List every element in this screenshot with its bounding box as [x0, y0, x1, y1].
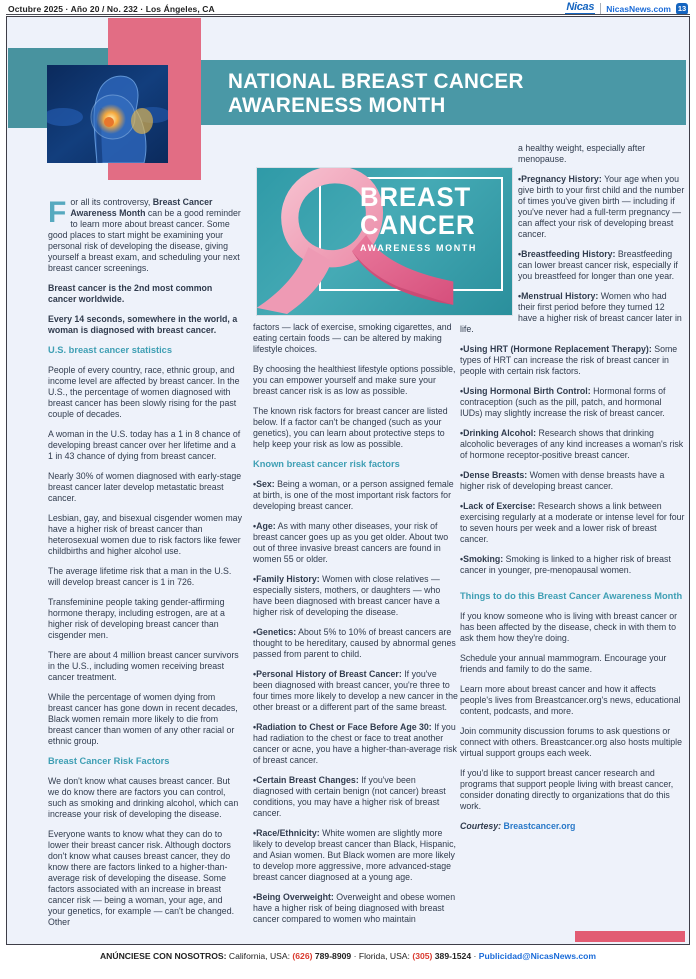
- risk-factor-item: [460, 470, 686, 492]
- paragraph: Join community discussion forums to ask questions or connect with others. Breastcancer.org also hosts multiple virtual support groups each week.: [460, 726, 682, 758]
- masthead-divider: [600, 3, 601, 14]
- site-url-link[interactable]: NicasNews.com: [606, 3, 671, 14]
- paragraph: There are about 4 million breast cancer survivors in the U.S., including women receiving breast cancer treatment.: [48, 650, 239, 682]
- paragraph: The known risk factors for breast cancer are listed below. If a factor can't be changed (such as your genetics), you can learn about protective steps to help keep your risk as low as possible.: [253, 406, 448, 449]
- header-rule: [6, 14, 690, 15]
- risk-factor-item: [460, 554, 686, 576]
- risk-factor-label: Age:: [256, 521, 276, 531]
- breast-anatomy-image: [47, 65, 168, 163]
- risk-factor-item: [253, 669, 458, 713]
- key-fact: Breast cancer is the 2nd most common cancer worldwide.: [48, 283, 213, 304]
- paragraph: The average lifetime risk that a man in the U.S. will develop breast cancer is 1 in 726.: [48, 566, 232, 587]
- risk-factor-text: Smoking is linked to a higher risk of breast cancer in younger, pre-menopausal women.: [460, 554, 671, 575]
- risk-factor-text: If you had radiation to the chest or face to treat another cancer or acne, you have a higher-than-average risk of breast cancer.: [253, 722, 457, 765]
- risk-factor-label: Personal History of Breast Cancer:: [256, 669, 402, 679]
- section-heading-known-factors: Known breast cancer risk factors: [253, 459, 400, 469]
- paragraph: Transfeminine people taking gender-affirming hormone therapy, including estrogen, are at a higher risk of developing breast cancer than cisgender men.: [48, 597, 225, 640]
- risk-factor-item: [460, 501, 686, 545]
- risk-factor-label: Using Hormonal Birth Control:: [463, 386, 591, 396]
- pink-accent-bar: [575, 931, 685, 942]
- paragraph: While the percentage of women dying from breast cancer has gone down in recent decades, Black women remain more likely to die from breast cancer than women of any other racial or ethnic group.: [48, 692, 238, 746]
- risk-factor-text: If you've been diagnosed with breast cancer, you're three to four times more likely to develop a new cancer in the other breast or a different part of the same breast.: [253, 669, 458, 712]
- article-title-line2: AWARENESS MONTH: [228, 93, 446, 117]
- risk-factor-text: If you've been diagnosed with certain benign (not cancer) breast conditions, you may have a higher risk of breast cancer.: [253, 775, 446, 818]
- risk-factor-text: Hormonal forms of contraception (such as the pill, patch, and hormonal IUDs) may slightly increase the risk of breast cancer.: [460, 386, 666, 418]
- risk-factor-label: Race/Ethnicity:: [256, 828, 320, 838]
- section-heading-us-statistics: U.S. breast cancer statistics: [48, 345, 173, 355]
- risk-factor-text: Research shows a link between exercising regularly at a moderate or intense level for four to seven hours per week and a lower risk of breast cancer.: [460, 501, 685, 544]
- breastcancer-org-link[interactable]: Breastcancer.org: [503, 821, 576, 831]
- risk-factor-text: Women with close relatives — especially sisters, mothers, or daughters — who have been diagnosed with breast cancer have a higher risk of developing the disease.: [253, 574, 441, 617]
- page-number-badge: 13: [677, 4, 687, 13]
- risk-factor-label: Breastfeeding History:: [521, 249, 616, 259]
- risk-factor-label: Smoking:: [463, 554, 504, 564]
- ribbon-card-title-line2: CANCER: [360, 210, 476, 240]
- paragraph: factors — lack of exercise, smoking cigarettes, and eating certain foods — can be altered by making lifestyle choices.: [253, 322, 452, 354]
- phone-area-code: (305): [412, 951, 433, 961]
- paragraph: We don't know what causes breast cancer. But we do know there are factors you can control, such as smoking and drinking alcohol, which can increase your risk of developing the disease.: [48, 776, 239, 819]
- risk-factor-label: Using HRT (Hormone Replacement Therapy):: [463, 344, 652, 354]
- risk-factor-text: Being a woman, or a person assigned female at birth, is one of the most important risk factors for developing breast cancer.: [253, 479, 454, 511]
- risk-factor-item: [460, 386, 686, 419]
- paragraph: If you know someone who is living with breast cancer or has been affected by the disease, check in with them to ask them how they're doing.: [460, 611, 678, 643]
- risk-factor-item: [253, 722, 458, 766]
- risk-factor-label: Genetics:: [256, 627, 297, 637]
- paragraph: Lesbian, gay, and bisexual cisgender women may have a higher risk of breast cancer than heterosexual women due to risk factors like fewer childbirths and higher alcohol use.: [48, 513, 242, 556]
- risk-factor-text: Breastfeeding can lower breast cancer risk, especially if you breastfeed for longer than one year.: [518, 249, 678, 281]
- risk-factor-text: Your age when you give birth to your first child and the number of times you've given birth — including if you've never had a full-term pregnancy — can affect your risk of developing breast cancer.: [518, 174, 685, 239]
- paragraph: Nearly 30% of women diagnosed with early-stage breast cancer later develop metastatic breast cancer.: [48, 471, 242, 503]
- risk-factor-text: Some types of HRT can increase the risk of breast cancer in people with certain risk factors.: [460, 344, 678, 376]
- todo-paragraph-list: [460, 611, 686, 812]
- section-heading-things-to-do: Things to do this Breast Cancer Awareness Month: [460, 591, 683, 601]
- column-middle: [253, 322, 458, 945]
- paragraph: People of every country, race, ethnic group, and income level are affected by breast cancer. In the U.S., the percentage of women diagnosed with breast cancer has been slowly rising for the past couple of decades.: [48, 365, 240, 419]
- intro-paragraph: For all its controversy, Breast Cancer Awareness Month can be a good reminder to learn more about breast cancer. Some good places to start might be examining your personal risk of developing the disease, giving yourself a breast exam, and scheduling your next breast cancer screenings.: [48, 197, 241, 273]
- risk-factor-label: Drinking Alcohol:: [463, 428, 537, 438]
- phone-number: 789-8909: [314, 951, 352, 961]
- courtesy-line: Courtesy: Breastcancer.org: [460, 821, 576, 831]
- nicas-logo[interactable]: Nicas: [566, 0, 595, 13]
- risk-factor-item: [460, 428, 686, 461]
- risk-factor-item: [253, 892, 458, 925]
- continuation-paragraph: a healthy weight, especially after menopause.: [518, 143, 646, 164]
- section-heading-risk-factors: Breast Cancer Risk Factors: [48, 756, 170, 766]
- advertising-footer: ANÚNCIESE CON NOSOTROS: California, USA: (626) 789-8909 · Florida, USA: (305) 389-1524 · Publicidad@NicasNews.com: [99, 951, 597, 961]
- risk-factor-label: Menstrual History:: [521, 291, 599, 301]
- middle-factor-list: [253, 479, 458, 925]
- column-left: [48, 197, 242, 944]
- masthead: [565, 0, 688, 15]
- middle-paragraph-list: [253, 322, 458, 450]
- image-wrap-spacer: [460, 143, 518, 315]
- risk-factor-label: Pregnancy History:: [521, 174, 602, 184]
- risk-factor-label: Lack of Exercise:: [463, 501, 536, 511]
- advertising-email-link[interactable]: Publicidad@NicasNews.com: [478, 951, 597, 961]
- risk-factor-item: [253, 574, 458, 618]
- risk-factor-text: White women are slightly more likely to develop breast cancer than Black, Hispanic, and Asian women. But Black women are more likely to develop more aggressive, more advanced-stage breast cancer diagnosed at a young age.: [253, 828, 456, 882]
- risk-factor-item: [253, 521, 458, 565]
- key-fact: Every 14 seconds, somewhere in the world, a woman is diagnosed with breast cancer.: [48, 314, 238, 335]
- paragraph: Everyone wants to know what they can do to lower their breast cancer risk. Although doctors don't know what causes breast cancer, they do know there are factors linked to a higher-than-average risk of developing the disease. Some factors associated with an increase in breast cancer risk — being a woman, your age, and your genetics, for example — can't be changed. Other: [48, 829, 235, 927]
- paragraph: Learn more about breast cancer and how it affects people's lives from Breastcancer.org's news, educational content, podcasts, and more.: [460, 684, 681, 716]
- dropcap: F: [48, 197, 67, 229]
- risk-factor-text: Women who had their first period before they turned 12 have a higher risk of breast cancer later in life.: [460, 291, 682, 334]
- risk-factor-label: Radiation to Chest or Face Before Age 30:: [256, 722, 432, 732]
- phone-number: 389-1524: [434, 951, 472, 961]
- risk-factor-text: Research shows that drinking alcoholic beverages of any kind increases a woman's risk of hormone receptor-positive breast cancer.: [460, 428, 684, 460]
- risk-factor-text: Women with dense breasts have a higher risk of developing breast cancer.: [460, 470, 665, 491]
- paragraph: A woman in the U.S. today has a 1 in 8 chance of developing breast cancer over her lifetime and a 1 in 43 chance of dying from breast cancer.: [48, 429, 241, 461]
- column-right: [460, 143, 686, 945]
- risk-factor-item: [253, 627, 458, 660]
- ribbon-card-subtitle: AWARENESS MONTH: [360, 243, 478, 253]
- risk-factor-label: Dense Breasts:: [463, 470, 528, 480]
- risk-factor-label: Certain Breast Changes:: [256, 775, 359, 785]
- risk-factor-item: [460, 344, 686, 377]
- stats-paragraph-list: [48, 365, 242, 747]
- risk-factor-item: [253, 479, 458, 512]
- article-title-line1: NATIONAL BREAST CANCER: [228, 69, 524, 93]
- risk-factor-text: Overweight and obese women have a higher risk of being diagnosed with breast cancer compared to women who maintain: [253, 892, 456, 924]
- risk-factor-item: [253, 775, 458, 819]
- risk-paragraph-list: [48, 776, 242, 928]
- article-title-banner: [201, 60, 686, 125]
- paragraph: If you'd like to support breast cancer research and programs that support people living with breast cancer, consider donating directly to organizations that do this work.: [460, 768, 674, 811]
- phone-area-code: (626): [292, 951, 313, 961]
- risk-factor-text: As with many other diseases, your risk of breast cancer goes up as you get older. About two out of three invasive breast cancers are found in women 55 or older.: [253, 521, 449, 564]
- ribbon-card-title-line1: BREAST: [360, 182, 472, 212]
- risk-factor-label: Being Overweight:: [256, 892, 334, 902]
- risk-factor-label: Family History:: [256, 574, 320, 584]
- paragraph: Schedule your annual mammogram. Encourage your friends and family to do the same.: [460, 653, 667, 674]
- edition-date-line: Octubre 2025 · Año 20 / No. 232 · Los Ángeles, CA: [8, 3, 215, 14]
- risk-factor-item: [253, 828, 458, 883]
- risk-factor-label: Sex:: [256, 479, 275, 489]
- risk-factor-text: About 5% to 10% of breast cancers are thought to be hereditary, caused by abnormal genes passed from parent to child.: [253, 627, 456, 659]
- paragraph: By choosing the healthiest lifestyle options possible, you can empower yourself and make sure your breast cancer risk is as low as possible.: [253, 364, 456, 396]
